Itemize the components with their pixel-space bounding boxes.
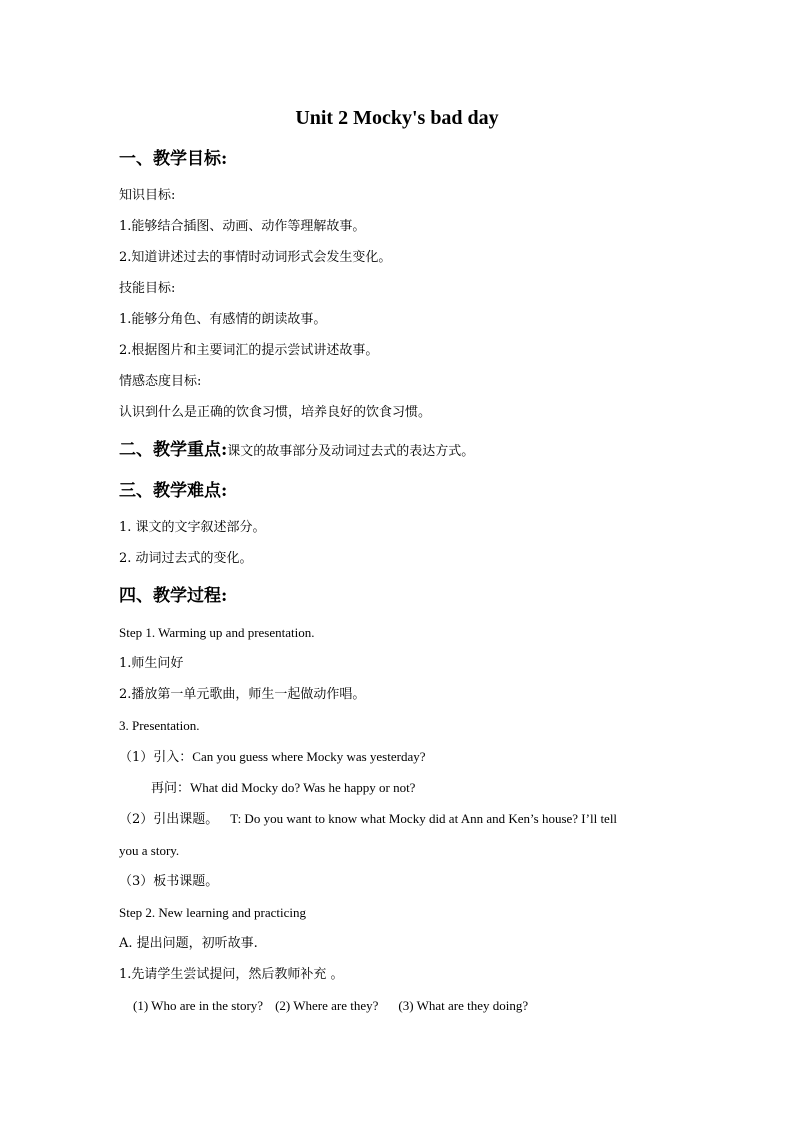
topic-text: T: Do you want to know what Mocky did at Ann and Ken’s house? I’ll tell: [230, 811, 618, 826]
step-2-part-a: A. 提出问题，初听故事.: [119, 936, 258, 951]
skill-objective-2: 2.根据图片和主要词汇的提示尝试讲述故事。: [119, 343, 379, 358]
topic-label: （2）引出课题。: [119, 812, 219, 827]
lead-in-label: （1）引入：: [119, 750, 193, 765]
presentation-board-title: （3）板书课题。: [119, 874, 219, 889]
key-points-heading: 二、教学重点:: [119, 440, 228, 460]
knowledge-objective-label: 知识目标:: [119, 188, 176, 203]
section-heading-difficulties: 三、教学难点:: [119, 481, 228, 501]
follow-up-questions: What did Mocky do? Was he happy or not?: [190, 780, 416, 795]
difficulty-2: 2. 动词过去式的变化。: [119, 551, 253, 566]
story-question-2: (2) Where are they?: [275, 998, 379, 1013]
presentation-lead-in: [119, 748, 426, 767]
step-1-title: Step 1. Warming up and presentation.: [119, 625, 315, 640]
knowledge-objective-2: 2.知道讲述过去的事情时动词形式会发生变化。: [119, 250, 392, 265]
procedure-song: 2.播放第一单元歌曲，师生一起做动作唱。: [119, 687, 366, 702]
difficulty-1: 1. 课文的文字叙述部分。: [119, 520, 266, 535]
attitude-objective-1: 认识到什么是正确的饮食习惯，培养良好的饮食习惯。: [119, 405, 432, 420]
lead-in-question: Can you guess where Mocky was yesterday?: [192, 749, 426, 764]
skill-objective-1: 1.能够分角色、有感情的朗读故事。: [119, 312, 327, 327]
knowledge-objective-1: 1.能够结合插图、动画、动作等理解故事。: [119, 219, 366, 234]
step-2-question-intro: 1.先请学生尝试提问，然后教师补充 。: [119, 967, 344, 982]
document-title: Unit 2 Mocky's bad day: [295, 107, 499, 129]
story-questions: [133, 997, 528, 1015]
procedure-presentation: 3. Presentation.: [119, 718, 200, 733]
section-heading-key-points: [119, 439, 474, 463]
key-points-text: 课文的故事部分及动词过去式的表达方式。: [227, 444, 475, 459]
presentation-topic: [119, 810, 617, 829]
step-2-title: Step 2. New learning and practicing: [119, 905, 306, 920]
presentation-follow-up: [151, 779, 415, 798]
skill-objective-label: 技能目标:: [119, 281, 176, 296]
attitude-objective-label: 情感态度目标:: [119, 374, 202, 389]
section-heading-procedure: 四、教学过程:: [119, 586, 228, 606]
procedure-greeting: 1.师生问好: [119, 656, 184, 671]
section-heading-objectives: 一、教学目标:: [119, 149, 228, 169]
presentation-topic-continued: you a story.: [119, 843, 180, 858]
follow-up-label: 再问：: [151, 781, 191, 796]
story-question-3: (3) What are they doing?: [398, 998, 529, 1013]
story-question-1: (1) Who are in the story?: [133, 998, 264, 1013]
